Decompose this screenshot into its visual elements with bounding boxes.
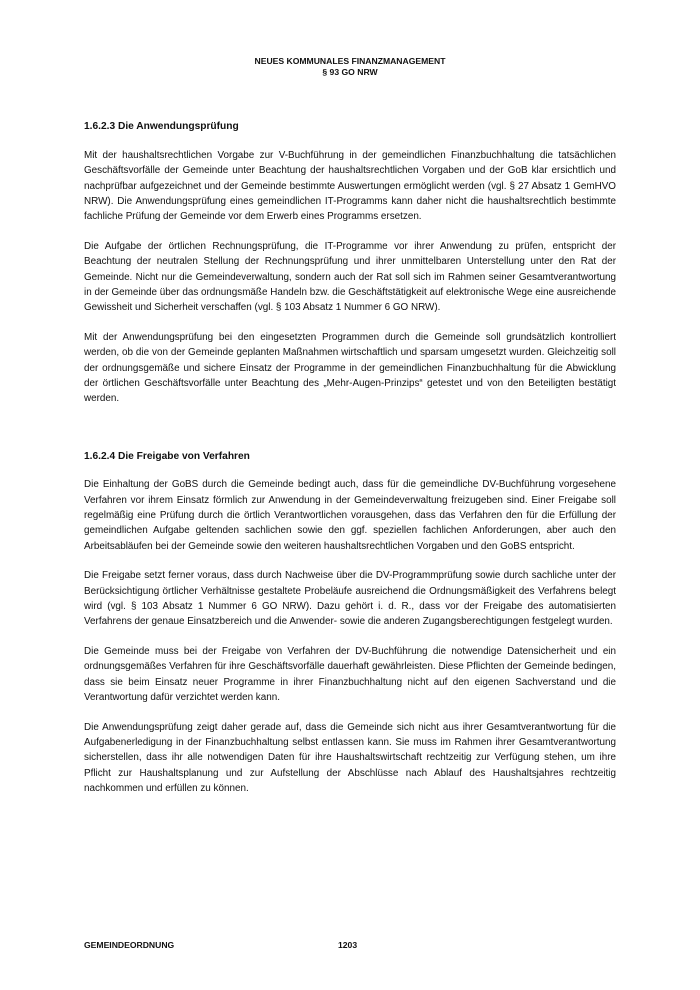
- footer-label: GEMEINDEORDNUNG: [84, 940, 175, 950]
- paragraph: Mit der Anwendungsprüfung bei den eingesetzten Programmen durch die Gemeinde soll grundsätzlich kontrolliert werden, ob die von der Gemeinde geplanten Maßnahmen wirtschaftlich und sparsam umgesetzt wurden. Gleichzeitig soll der ordnungsgemäße und sichere Einsatz der Programme in der gemeindlichen Finanzbuchhaltung für die Abwicklung der örtlichen Geschäftsvorfälle unter Beachtung des „Mehr-Augen-Prinzips“ getestet und von den Beteiligten bestätigt werden.: [84, 331, 616, 405]
- paragraph: Mit der haushaltsrechtlichen Vorgabe zur V-Buchführung in der gemeindlichen Finanzbuchhaltung die tatsächlichen Geschäftsvorfälle der Gemeinde unter Beachtung der haushaltsrechtlichen Vorgaben und der GoB klar ersichtlich und nachprüfbar aufgezeichnet und der Gemeinde bestimmte Auswertungen ermöglicht werden (vgl. § 27 Absatz 1 GemHVO NRW). Die Anwendungsprüfung eines gemeindlichen IT-Programms kann daher nicht die haushaltsrechtlich bestimmte fachliche Prüfung der Gemeinde vor dem Erwerb eines Programms ersetzen.: [84, 150, 616, 223]
- document-body: [84, 120, 616, 811]
- page-number: 1203: [338, 940, 358, 950]
- page-header: [0, 56, 700, 78]
- paragraph: Die Freigabe setzt ferner voraus, dass durch Nachweise über die DV-Programmprüfung sowie durch sachliche unter der Berücksichtigung örtlicher Verhältnisse gestaltete Probeläufe ausreichend die Ordnungsmäßigkeit des Verfahrens belegt wird (vgl. § 103 Absatz 1 Nummer 6 GO NRW). Dazu gehört i. d. R., dass vor der Freigabe des automatisierten Verfahrens der genaue Einsatzbereich und die Anwender- sowie die anderen Zugangsberechtigungen festgelegt wurden.: [84, 570, 616, 628]
- section-heading-freigabe-verfahren: 1.6.2.4 Die Freigabe von Verfahren: [84, 451, 250, 463]
- paragraph: Die Einhaltung der GoBS durch die Gemeinde bedingt auch, dass für die gemeindliche DV-Buchführung vorgesehene Verfahren vor ihrem Einsatz förmlich zur Anwendung in der Gemeindeverwaltung freizugeben sind. Einer Freigabe soll regelmäßig eine Prüfung durch die örtlich Verantwortlichen vorausgehen, dass das Verfahren den für die Erfüllung der gemeindlichen Aufgabe geltenden sachlichen sowie den ggf. speziellen fachlichen Anforderungen, aber auch den Arbeitsabläufen bei der Gemeinde sowie den weiteren haushaltsrechtlichen Vorgaben und den GoBS entspricht.: [84, 479, 616, 552]
- section-heading-anwendungspruefung: 1.6.2.3 Die Anwendungsprüfung: [84, 121, 239, 132]
- header-subtitle: § 93 GO NRW: [322, 67, 378, 77]
- paragraph: Die Gemeinde muss bei der Freigabe von Verfahren der DV-Buchführung die notwendige Datensicherheit und ein ordnungsgemäßes Verfahren für ihre Geschäftsvorfälle dauerhaft gewährleisten. Diese Pflichten der Gemeinde bedingen, dass sie beim Einsatz neuer Programme in ihrer Finanzbuchhaltung nicht auf den eigenen Sachverstand und die Verantwortung dafür verzichtet werden kann.: [84, 646, 616, 704]
- paragraph: Die Aufgabe der örtlichen Rechnungsprüfung, die IT-Programme vor ihrer Anwendung zu prüfen, entspricht der Beachtung der neutralen Stellung der Rechnungsprüfung und ihrer unmittelbaren Unterstellung unter den Rat der Gemeinde. Nicht nur die Gemeindeverwaltung, sondern auch der Rat soll sich im Rahmen seiner Gesamtverantwortung in der Gemeinde über das ordnungsmäße Handeln bzw. die Geschäftstätigkeit auf elektronische Wege eine ausreichende Gewissheit und Sicherheit verschaffen (vgl. § 103 Absatz 1 Nummer 6 GO NRW).: [84, 240, 616, 314]
- header-title: NEUES KOMMUNALES FINANZMANAGEMENT: [254, 56, 446, 66]
- paragraph: Die Anwendungsprüfung zeigt daher gerade auf, dass die Gemeinde sich nicht aus ihrer Gesamtverantwortung für die Aufgabenerledigung in der Finanzbuchhaltung selbst entlassen kann. Sie muss im Rahmen ihrer Gesamtverantwortung sicherstellen, dass ihr alle notwendigen Daten für ihre Haushaltswirtschaft rechtzeitig zur Verfügung stehen, um ihre Pflicht zur Haushaltsplanung und zur Aufstellung der Abschlüsse nach Ablauf des Haushaltsjahres rechtzeitig nachkommen und erfüllen zu können.: [84, 721, 616, 794]
